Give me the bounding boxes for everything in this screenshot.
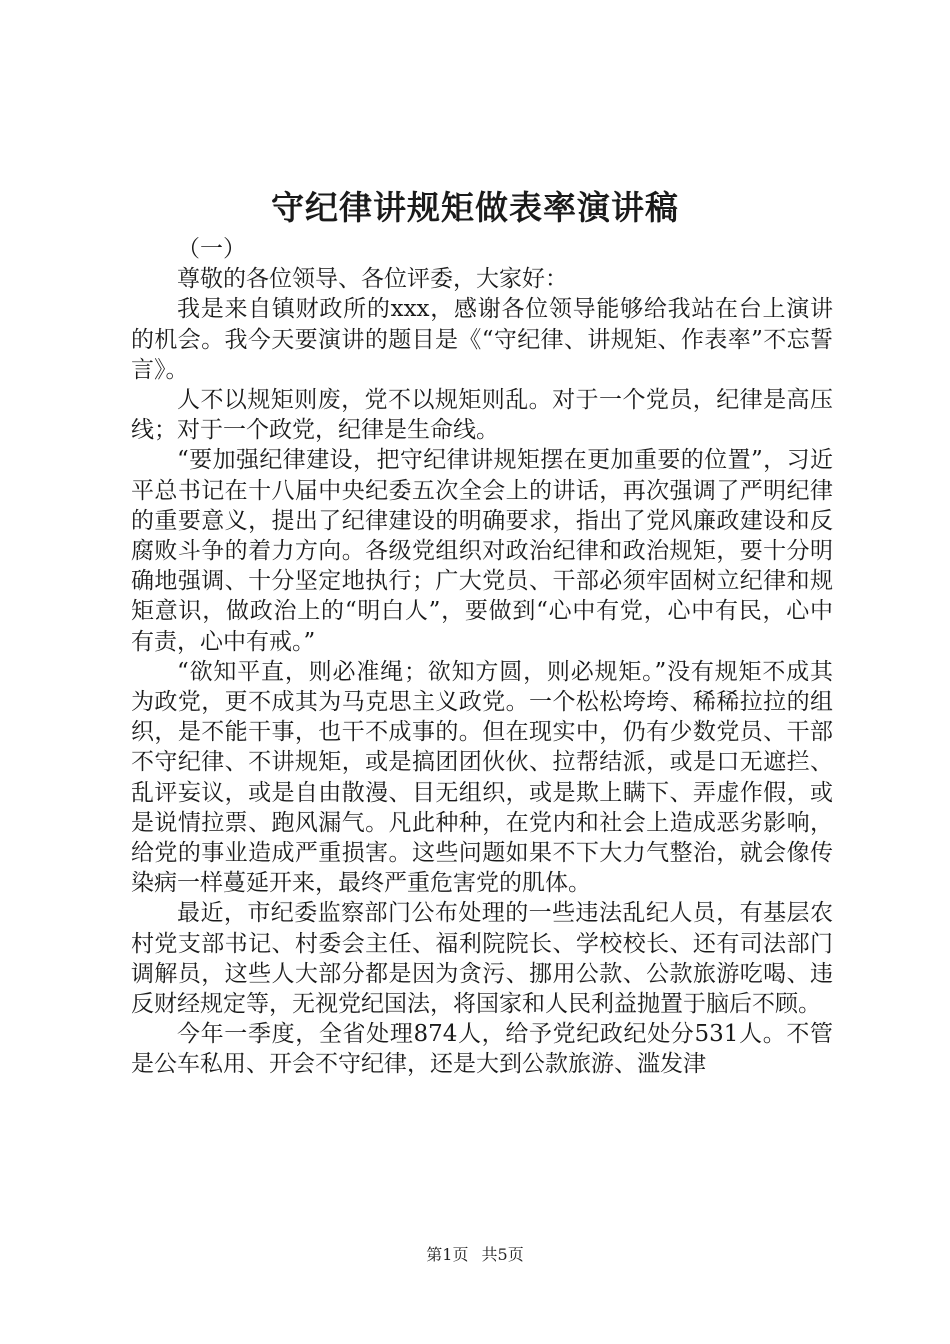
page-total: 共5页 [481,1245,524,1264]
paragraph: 最近，市纪委监察部门公布处理的一些违法乱纪人员，有基层农村党支部书记、村委会主任、福利院院长、学校校长、还有司法部门调解员，这些人大部分都是因为贪污、挪用公款、公款旅游吃喝、违反财经规定等，无视党纪国法，将国家和人民利益抛置于脑后不顾。 [131,900,833,1018]
document-title: 守纪律讲规矩做表率演讲稿 [271,188,679,227]
paragraph: 今年一季度，全省处理874人，给予党纪政纪处分531人。不管是公车私用、开会不守纪律，还是大到公款旅游、滥发津 [131,1021,833,1078]
paragraph: 人不以规矩则废，党不以规矩则乱。对于一个党员，纪律是高压线；对于一个政党，纪律是生命线。 [131,387,833,444]
section-number: （一） [177,236,246,262]
document-body [131,234,833,1080]
paragraph: “欲知平直，则必准绳；欲知方圆，则必规矩。”没有规矩不成其为政党，更不成其为马克思主义政党。一个松松垮垮、稀稀拉拉的组织，是不能干事，也干不成事的。但在现实中，仍有少数党员、干部不守纪律、不讲规矩，或是搞团团伙伙、拉帮结派，或是口无遮拦、乱评妄议，或是自由散漫、目无组织，或是欺上瞒下、弄虚作假，或是说情拉票、跑风漏气。凡此种种，在党内和社会上造成恶劣影响，给党的事业造成严重损害。这些问题如果不下大力气整治，就会像传染病一样蔓延开来，最终严重危害党的肌体。 [131,658,833,897]
paragraph: “要加强纪律建设，把守纪律讲规矩摆在更加重要的位置”，习近平总书记在十八届中央纪委五次全会上的讲话，再次强调了严明纪律的重要意义，提出了纪律建设的明确要求，指出了党风廉政建设和反腐败斗争的着力方向。各级党组织对政治纪律和政治规矩，要十分明确地强调、十分坚定地执行；广大党员、干部必须牢固树立纪律和规矩意识，做政治上的“明白人”，要做到“心中有党，心中有民，心中有责，心中有戒。” [131,447,833,655]
salutation: 尊敬的各位领导、各位评委，大家好： [177,266,568,293]
paragraph: 我是来自镇财政所的xxx，感谢各位领导能够给我站在台上演讲的机会。我今天要演讲的题目是《“守纪律、讲规矩、作表率”不忘誓言》。 [131,296,833,383]
page-number: 第1页 [426,1245,469,1264]
page-footer [0,1244,950,1266]
